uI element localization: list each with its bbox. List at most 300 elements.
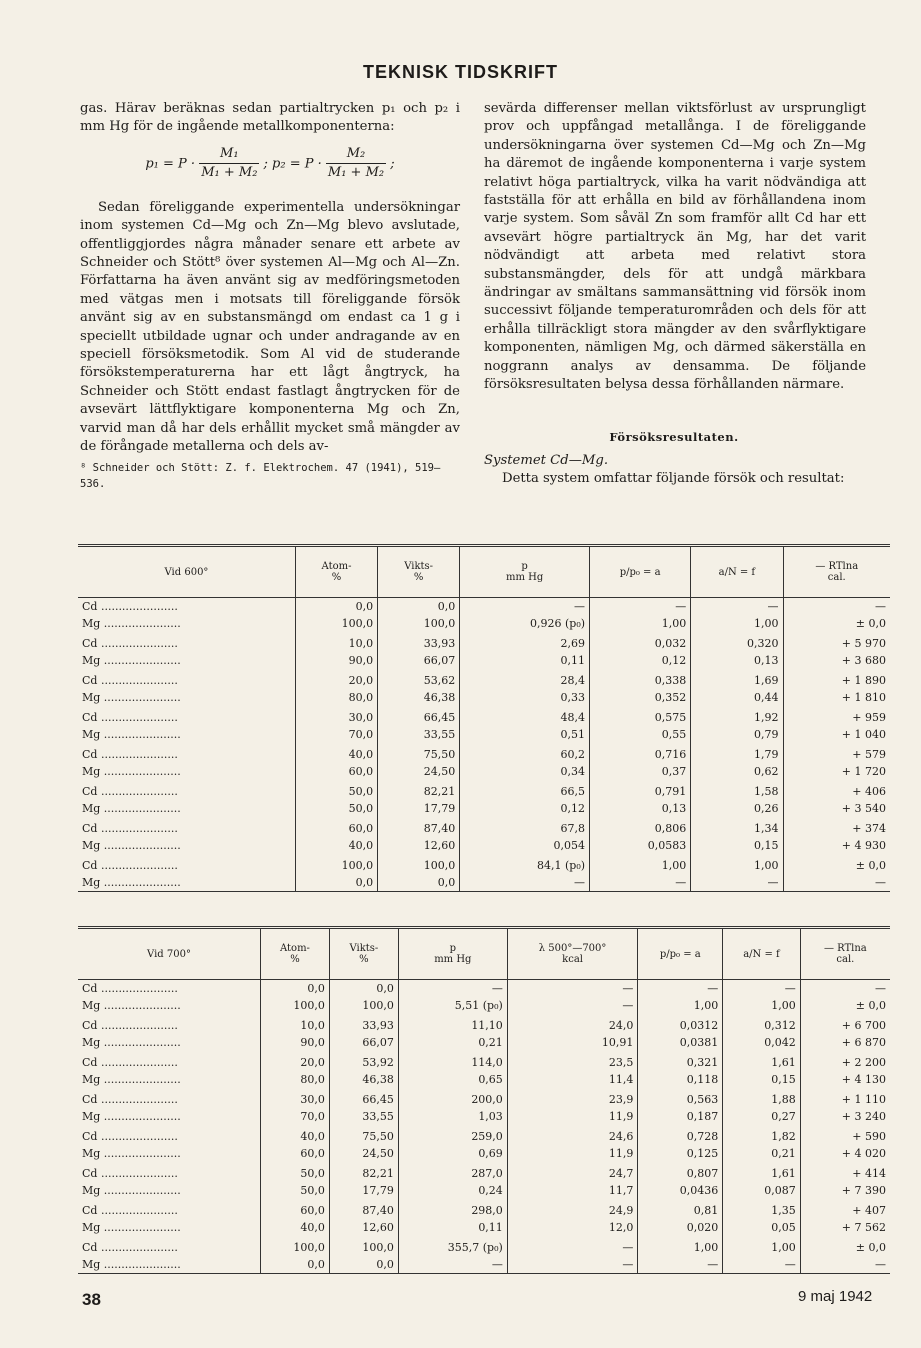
table-cell: 1,00 bbox=[691, 615, 783, 632]
table-cell: 0,37 bbox=[590, 763, 691, 780]
table-cell: Mg ...................... bbox=[82, 691, 181, 704]
table-cell: 0,032 bbox=[590, 632, 691, 652]
table-cell: + 590 bbox=[800, 1125, 890, 1145]
table-cell: 0,791 bbox=[590, 780, 691, 800]
table-cell: — bbox=[460, 598, 590, 616]
table-cell: 11,9 bbox=[507, 1145, 638, 1162]
table-cell: 50,0 bbox=[261, 1182, 330, 1199]
table-cell: Mg ...................... bbox=[82, 765, 181, 778]
table-cell: — bbox=[783, 874, 890, 892]
table-cell: 0,320 bbox=[691, 632, 783, 652]
table-cell: 1,82 bbox=[723, 1125, 800, 1145]
section-title: Försöksresultaten. bbox=[609, 430, 739, 444]
right-column bbox=[484, 100, 866, 395]
table-cell: + 3 680 bbox=[783, 652, 890, 669]
table-cell: 0,79 bbox=[691, 726, 783, 743]
table-cell: 24,50 bbox=[378, 763, 460, 780]
table-row bbox=[78, 780, 890, 800]
table-cell: 60,0 bbox=[295, 817, 377, 837]
table-row bbox=[78, 817, 890, 837]
table-cell: 1,61 bbox=[723, 1162, 800, 1182]
table-cell: 80,0 bbox=[295, 689, 377, 706]
table-row bbox=[78, 980, 890, 998]
table-row bbox=[78, 1256, 890, 1274]
table-cell: 0,13 bbox=[691, 652, 783, 669]
table-cell: Cd ...................... bbox=[82, 637, 178, 650]
table-cell: 23,9 bbox=[507, 1088, 638, 1108]
table-cell: 0,27 bbox=[723, 1108, 800, 1125]
section-subtitle: Systemet Cd—Mg. bbox=[484, 453, 609, 468]
table-cell: Mg ...................... bbox=[82, 802, 181, 815]
table-cell: 0,21 bbox=[723, 1145, 800, 1162]
table-cell: Mg ...................... bbox=[82, 876, 181, 889]
table-cell: 1,58 bbox=[691, 780, 783, 800]
table-cell: 40,0 bbox=[295, 837, 377, 854]
table-row bbox=[78, 706, 890, 726]
table-cell: 0,0 bbox=[329, 1256, 398, 1274]
table-cell: 0,05 bbox=[723, 1219, 800, 1236]
table-header-cell: Vikts- % bbox=[378, 546, 460, 598]
table-cell: + 414 bbox=[800, 1162, 890, 1182]
table-header-cell: p mm Hg bbox=[398, 928, 507, 980]
table-cell: 11,10 bbox=[398, 1014, 507, 1034]
table-cell: 33,93 bbox=[329, 1014, 398, 1034]
table-cell: Cd ...................... bbox=[82, 1167, 178, 1180]
formula2-fraction bbox=[326, 145, 386, 183]
table-cell: 0,24 bbox=[398, 1182, 507, 1199]
table-row bbox=[78, 598, 890, 616]
table-cell: Mg ...................... bbox=[82, 1147, 181, 1160]
table-cell: — bbox=[691, 874, 783, 892]
table-cell: 1,34 bbox=[691, 817, 783, 837]
table-cell: Mg ...................... bbox=[82, 1221, 181, 1234]
table-cell: — bbox=[507, 997, 638, 1014]
table-cell: 60,0 bbox=[261, 1145, 330, 1162]
table-700 bbox=[78, 926, 890, 1274]
table-cell: 0,728 bbox=[638, 1125, 723, 1145]
formula2-denominator: M₁ + M₂ bbox=[327, 165, 385, 181]
table-cell: 10,91 bbox=[507, 1034, 638, 1051]
table-cell: — bbox=[398, 980, 507, 998]
table-cell: 0,0381 bbox=[638, 1034, 723, 1051]
table-cell: 0,69 bbox=[398, 1145, 507, 1162]
table-cell: 24,6 bbox=[507, 1125, 638, 1145]
table-cell: — bbox=[507, 1236, 638, 1256]
table-cell: 50,0 bbox=[295, 800, 377, 817]
table-cell: 0,926 (p₀) bbox=[460, 615, 590, 632]
table-cell: 87,40 bbox=[378, 817, 460, 837]
table-cell: 17,79 bbox=[378, 800, 460, 817]
table-cell: + 4 130 bbox=[800, 1071, 890, 1088]
table-header-cell: Vid 700° bbox=[78, 928, 261, 980]
table-cell: + 4 930 bbox=[783, 837, 890, 854]
table-cell: 1,79 bbox=[691, 743, 783, 763]
table-cell: 40,0 bbox=[261, 1125, 330, 1145]
table-cell: 0,125 bbox=[638, 1145, 723, 1162]
table-cell: 0,0 bbox=[378, 874, 460, 892]
table-cell: 2,69 bbox=[460, 632, 590, 652]
table-cell: 0,55 bbox=[590, 726, 691, 743]
table-cell: 1,00 bbox=[723, 997, 800, 1014]
table-row bbox=[78, 1162, 890, 1182]
table-cell: + 579 bbox=[783, 743, 890, 763]
table-cell: + 3 540 bbox=[783, 800, 890, 817]
table-cell: 60,0 bbox=[295, 763, 377, 780]
table-cell: 67,8 bbox=[460, 817, 590, 837]
table-cell: + 4 020 bbox=[800, 1145, 890, 1162]
table-header-cell: p/p₀ = a bbox=[638, 928, 723, 980]
table-cell: 0,62 bbox=[691, 763, 783, 780]
table-row bbox=[78, 669, 890, 689]
table-cell: 287,0 bbox=[398, 1162, 507, 1182]
table-cell: Mg ...................... bbox=[82, 1036, 181, 1049]
table-row bbox=[78, 1034, 890, 1051]
table-header-cell: a/N = f bbox=[723, 928, 800, 980]
table-cell: — bbox=[638, 1256, 723, 1274]
table-cell: Cd ...................... bbox=[82, 1056, 178, 1069]
table-cell: 33,93 bbox=[378, 632, 460, 652]
table-cell: 28,4 bbox=[460, 669, 590, 689]
table-cell: 60,0 bbox=[261, 1199, 330, 1219]
table-cell: 0,0312 bbox=[638, 1014, 723, 1034]
table-cell: 355,7 (p₀) bbox=[398, 1236, 507, 1256]
table-row bbox=[78, 743, 890, 763]
table-row bbox=[78, 1051, 890, 1071]
table-cell: 0,087 bbox=[723, 1182, 800, 1199]
table-row bbox=[78, 997, 890, 1014]
table-cell: 100,0 bbox=[378, 854, 460, 874]
table-cell: 66,5 bbox=[460, 780, 590, 800]
table-cell: 11,7 bbox=[507, 1182, 638, 1199]
table-row bbox=[78, 837, 890, 854]
table-cell: Cd ...................... bbox=[82, 674, 178, 687]
table-cell: 1,00 bbox=[723, 1236, 800, 1256]
table-cell: 12,0 bbox=[507, 1219, 638, 1236]
page-header: TEKNISK TIDSKRIFT bbox=[363, 62, 558, 82]
table-row bbox=[78, 1108, 890, 1125]
table-cell: 40,0 bbox=[295, 743, 377, 763]
table-cell: 0,321 bbox=[638, 1051, 723, 1071]
table-row bbox=[78, 854, 890, 874]
table-cell: 40,0 bbox=[261, 1219, 330, 1236]
table-cell: + 407 bbox=[800, 1199, 890, 1219]
table-cell: 1,03 bbox=[398, 1108, 507, 1125]
table-cell: — bbox=[507, 980, 638, 998]
table-cell: — bbox=[590, 598, 691, 616]
table-cell: 0,312 bbox=[723, 1014, 800, 1034]
table-cell: + 1 720 bbox=[783, 763, 890, 780]
table-cell: ± 0,0 bbox=[800, 1236, 890, 1256]
table-cell: 75,50 bbox=[329, 1125, 398, 1145]
table-cell: 24,7 bbox=[507, 1162, 638, 1182]
table-header-cell: — RTlna cal. bbox=[783, 546, 890, 598]
table-cell: — bbox=[638, 980, 723, 998]
table-cell: Mg ...................... bbox=[82, 999, 181, 1012]
table-header-cell: p/p₀ = a bbox=[590, 546, 691, 598]
table-cell: 20,0 bbox=[295, 669, 377, 689]
table-cell: Cd ...................... bbox=[82, 859, 178, 872]
page-number: 38 bbox=[82, 1290, 101, 1309]
table-row bbox=[78, 1182, 890, 1199]
table-cell: + 3 240 bbox=[800, 1108, 890, 1125]
table-cell: 84,1 (p₀) bbox=[460, 854, 590, 874]
table-row bbox=[78, 1014, 890, 1034]
table-cell: + 1 040 bbox=[783, 726, 890, 743]
left-paragraph-1: gas. Härav beräknas sedan partialtrycken p₁ och p₂ i mm Hg för de ingående metallkomponenterna: bbox=[80, 101, 460, 135]
formula1-numerator: M₁ bbox=[199, 145, 259, 164]
table-cell: 24,50 bbox=[329, 1145, 398, 1162]
table-header-cell: Vid 600° bbox=[78, 546, 295, 598]
table-cell: + 6 870 bbox=[800, 1034, 890, 1051]
table-cell: 1,88 bbox=[723, 1088, 800, 1108]
table-cell: 100,0 bbox=[295, 854, 377, 874]
table-row bbox=[78, 652, 890, 669]
table-cell: 0,11 bbox=[398, 1219, 507, 1236]
table-cell: 24,0 bbox=[507, 1014, 638, 1034]
table-cell: 0,65 bbox=[398, 1071, 507, 1088]
table-cell: 66,07 bbox=[378, 652, 460, 669]
table-cell: 30,0 bbox=[261, 1088, 330, 1108]
table-cell: 0,338 bbox=[590, 669, 691, 689]
table-cell: 0,12 bbox=[590, 652, 691, 669]
table-row bbox=[78, 763, 890, 780]
table-cell: Cd ...................... bbox=[82, 1093, 178, 1106]
table-cell: 20,0 bbox=[261, 1051, 330, 1071]
table-cell: — bbox=[723, 1256, 800, 1274]
table-row bbox=[78, 800, 890, 817]
table-cell: 1,00 bbox=[638, 1236, 723, 1256]
table-row bbox=[78, 615, 890, 632]
table-row bbox=[78, 1199, 890, 1219]
partial-pressure-formula bbox=[80, 145, 460, 189]
table-cell: 100,0 bbox=[261, 997, 330, 1014]
table-cell: — bbox=[723, 980, 800, 998]
table-cell: 82,21 bbox=[329, 1162, 398, 1182]
table-row bbox=[78, 1088, 890, 1108]
table-cell: 0,0 bbox=[329, 980, 398, 998]
table-cell: 50,0 bbox=[295, 780, 377, 800]
formula1-denominator: M₁ + M₂ bbox=[201, 165, 258, 181]
table-cell: 0,0 bbox=[378, 598, 460, 616]
table-row bbox=[78, 632, 890, 652]
table-cell: ± 0,0 bbox=[800, 997, 890, 1014]
table-cell: 66,45 bbox=[329, 1088, 398, 1108]
table-cell: 0,0 bbox=[261, 980, 330, 998]
table-cell: Cd ...................... bbox=[82, 600, 178, 613]
formula2-numerator: M₂ bbox=[326, 145, 386, 164]
table-cell: 90,0 bbox=[295, 652, 377, 669]
table-cell: 33,55 bbox=[329, 1108, 398, 1125]
table-cell: 1,00 bbox=[691, 854, 783, 874]
table-cell: 24,9 bbox=[507, 1199, 638, 1219]
table-cell: — bbox=[691, 598, 783, 616]
section-intro-block bbox=[484, 452, 874, 489]
table-cell: 0,26 bbox=[691, 800, 783, 817]
table-cell: 0,352 bbox=[590, 689, 691, 706]
formula1-lhs: p₁ = P · bbox=[145, 156, 196, 172]
table-cell: 53,62 bbox=[378, 669, 460, 689]
table-cell: Cd ...................... bbox=[82, 1019, 178, 1032]
table-cell: 5,51 (p₀) bbox=[398, 997, 507, 1014]
table-row bbox=[78, 1125, 890, 1145]
table-cell: 90,0 bbox=[261, 1034, 330, 1051]
table-cell: 0,716 bbox=[590, 743, 691, 763]
table-cell: — bbox=[783, 598, 890, 616]
table-cell: 10,0 bbox=[261, 1014, 330, 1034]
table-header-cell: a/N = f bbox=[691, 546, 783, 598]
table-cell: 100,0 bbox=[295, 615, 377, 632]
table-cell: Mg ...................... bbox=[82, 1110, 181, 1123]
formula-end: ; bbox=[390, 156, 395, 172]
table-row bbox=[78, 726, 890, 743]
table-cell: — bbox=[800, 980, 890, 998]
table-cell: Cd ...................... bbox=[82, 1204, 178, 1217]
table-cell: 80,0 bbox=[261, 1071, 330, 1088]
table-cell: 100,0 bbox=[261, 1236, 330, 1256]
table-cell: 1,00 bbox=[590, 854, 691, 874]
table-header-cell: — RTlna cal. bbox=[800, 928, 890, 980]
table-cell: 0,807 bbox=[638, 1162, 723, 1182]
table-cell: Cd ...................... bbox=[82, 982, 178, 995]
table-cell: 87,40 bbox=[329, 1199, 398, 1219]
table-cell: Cd ...................... bbox=[82, 785, 178, 798]
table-row bbox=[78, 689, 890, 706]
table-row bbox=[78, 1145, 890, 1162]
table-cell: 1,61 bbox=[723, 1051, 800, 1071]
table-cell: 0,12 bbox=[460, 800, 590, 817]
table-cell: 82,21 bbox=[378, 780, 460, 800]
table-cell: 0,042 bbox=[723, 1034, 800, 1051]
table-cell: 12,60 bbox=[378, 837, 460, 854]
table-cell: Mg ...................... bbox=[82, 1258, 181, 1271]
table-cell: 0,21 bbox=[398, 1034, 507, 1051]
table-cell: ± 0,0 bbox=[783, 854, 890, 874]
table-row bbox=[78, 1071, 890, 1088]
table-cell: 0,11 bbox=[460, 652, 590, 669]
table-cell: — bbox=[590, 874, 691, 892]
table-cell: 1,69 bbox=[691, 669, 783, 689]
table-cell: 259,0 bbox=[398, 1125, 507, 1145]
table-cell: 114,0 bbox=[398, 1051, 507, 1071]
table-cell: 100,0 bbox=[378, 615, 460, 632]
table-cell: 70,0 bbox=[295, 726, 377, 743]
table-cell: 0,0583 bbox=[590, 837, 691, 854]
table-cell: 66,45 bbox=[378, 706, 460, 726]
table-cell: 0,575 bbox=[590, 706, 691, 726]
footnote: ⁸ Schneider och Stött: Z. f. Elektrochem. 47 (1941), 519—536. bbox=[80, 462, 441, 490]
table-cell: + 7 562 bbox=[800, 1219, 890, 1236]
table-cell: Mg ...................... bbox=[82, 1073, 181, 1086]
table-cell: 0,13 bbox=[590, 800, 691, 817]
table-cell: Mg ...................... bbox=[82, 617, 181, 630]
table-cell: 46,38 bbox=[378, 689, 460, 706]
table-cell: Cd ...................... bbox=[82, 822, 178, 835]
table-cell: — bbox=[398, 1256, 507, 1274]
left-paragraph-2: Sedan föreliggande experimentella undersökningar inom systemen Cd—Mg och Zn—Mg blevo avslutade, offentliggjordes några månader senare ett arbete av Schneider och Stött⁸ över systemen Al—Mg och Al—Zn. Författarna ha även använt sig av medföringsmetoden med vätgas men i motsats till föreliggande försök använt sig av en substansmängd om endast ca 1 g i speciellt utbildade ugnar och under andragande av en speciell försöksmetodik. Som Al vid de studerande försökstemperaturerna har ett lågt ångtryck, ha Schneider och Stött endast fastlagt ångtrycken för de avsevärt lättflyktigare komponenterna Mg och Zn, varvid man då har dels erhållit mycket små mängder av de förångade metallerna och dels av- bbox=[80, 199, 460, 455]
table-cell: 12,60 bbox=[329, 1219, 398, 1236]
table-cell: 100,0 bbox=[329, 997, 398, 1014]
table-cell: 70,0 bbox=[261, 1108, 330, 1125]
table-header-cell: λ 500°—700° kcal bbox=[507, 928, 638, 980]
table-cell: 0,15 bbox=[691, 837, 783, 854]
table-cell: Cd ...................... bbox=[82, 748, 178, 761]
table-cell: 53,92 bbox=[329, 1051, 398, 1071]
table-cell: 11,9 bbox=[507, 1108, 638, 1125]
formula1-fraction bbox=[199, 145, 259, 183]
table-cell: 33,55 bbox=[378, 726, 460, 743]
table-cell: 0,0 bbox=[295, 598, 377, 616]
table-cell: — bbox=[800, 1256, 890, 1274]
table-cell: 1,35 bbox=[723, 1199, 800, 1219]
table-cell: + 2 200 bbox=[800, 1051, 890, 1071]
issue-date: 9 maj 1942 bbox=[798, 1288, 873, 1305]
table-row bbox=[78, 1236, 890, 1256]
table-cell: + 406 bbox=[783, 780, 890, 800]
table-cell: Mg ...................... bbox=[82, 839, 181, 852]
table-cell: 0,0 bbox=[261, 1256, 330, 1274]
table-header-cell: Atom- % bbox=[261, 928, 330, 980]
table-cell: + 1 890 bbox=[783, 669, 890, 689]
table-cell: 0,563 bbox=[638, 1088, 723, 1108]
table-row bbox=[78, 874, 890, 892]
table-cell: 0,51 bbox=[460, 726, 590, 743]
formula2-lhs: ; p₂ = P · bbox=[263, 156, 322, 172]
table-header-cell: Atom- % bbox=[295, 546, 377, 598]
table-cell: 75,50 bbox=[378, 743, 460, 763]
table-cell: + 374 bbox=[783, 817, 890, 837]
table-cell: 0,33 bbox=[460, 689, 590, 706]
table-cell: ± 0,0 bbox=[783, 615, 890, 632]
table-cell: — bbox=[460, 874, 590, 892]
table-cell: 0,81 bbox=[638, 1199, 723, 1219]
table-cell: + 6 700 bbox=[800, 1014, 890, 1034]
table-cell: 1,00 bbox=[638, 997, 723, 1014]
table-cell: 298,0 bbox=[398, 1199, 507, 1219]
table-cell: 0,020 bbox=[638, 1219, 723, 1236]
table-cell: 200,0 bbox=[398, 1088, 507, 1108]
table-cell: 48,4 bbox=[460, 706, 590, 726]
table-cell: 100,0 bbox=[329, 1236, 398, 1256]
table-cell: Mg ...................... bbox=[82, 728, 181, 741]
table-cell: + 5 970 bbox=[783, 632, 890, 652]
table-cell: 0,0436 bbox=[638, 1182, 723, 1199]
table-cell: 23,5 bbox=[507, 1051, 638, 1071]
table-cell: 17,79 bbox=[329, 1182, 398, 1199]
table-header-cell: p mm Hg bbox=[460, 546, 590, 598]
table-cell: 46,38 bbox=[329, 1071, 398, 1088]
table-cell: Cd ...................... bbox=[82, 1241, 178, 1254]
table-cell: 1,92 bbox=[691, 706, 783, 726]
table-cell: 50,0 bbox=[261, 1162, 330, 1182]
table-cell: 0,187 bbox=[638, 1108, 723, 1125]
table-cell: Cd ...................... bbox=[82, 711, 178, 724]
table-cell: 66,07 bbox=[329, 1034, 398, 1051]
table-cell: 0,806 bbox=[590, 817, 691, 837]
table-cell: — bbox=[507, 1256, 638, 1274]
table-cell: 11,4 bbox=[507, 1071, 638, 1088]
table-cell: 0,44 bbox=[691, 689, 783, 706]
left-column bbox=[80, 100, 460, 457]
table-cell: + 7 390 bbox=[800, 1182, 890, 1199]
table-cell: 0,054 bbox=[460, 837, 590, 854]
table-cell: Cd ...................... bbox=[82, 1130, 178, 1143]
table-cell: 30,0 bbox=[295, 706, 377, 726]
table-cell: 0,0 bbox=[295, 874, 377, 892]
table-cell: 0,34 bbox=[460, 763, 590, 780]
table-cell: + 959 bbox=[783, 706, 890, 726]
table-cell: 60,2 bbox=[460, 743, 590, 763]
table-cell: + 1 110 bbox=[800, 1088, 890, 1108]
